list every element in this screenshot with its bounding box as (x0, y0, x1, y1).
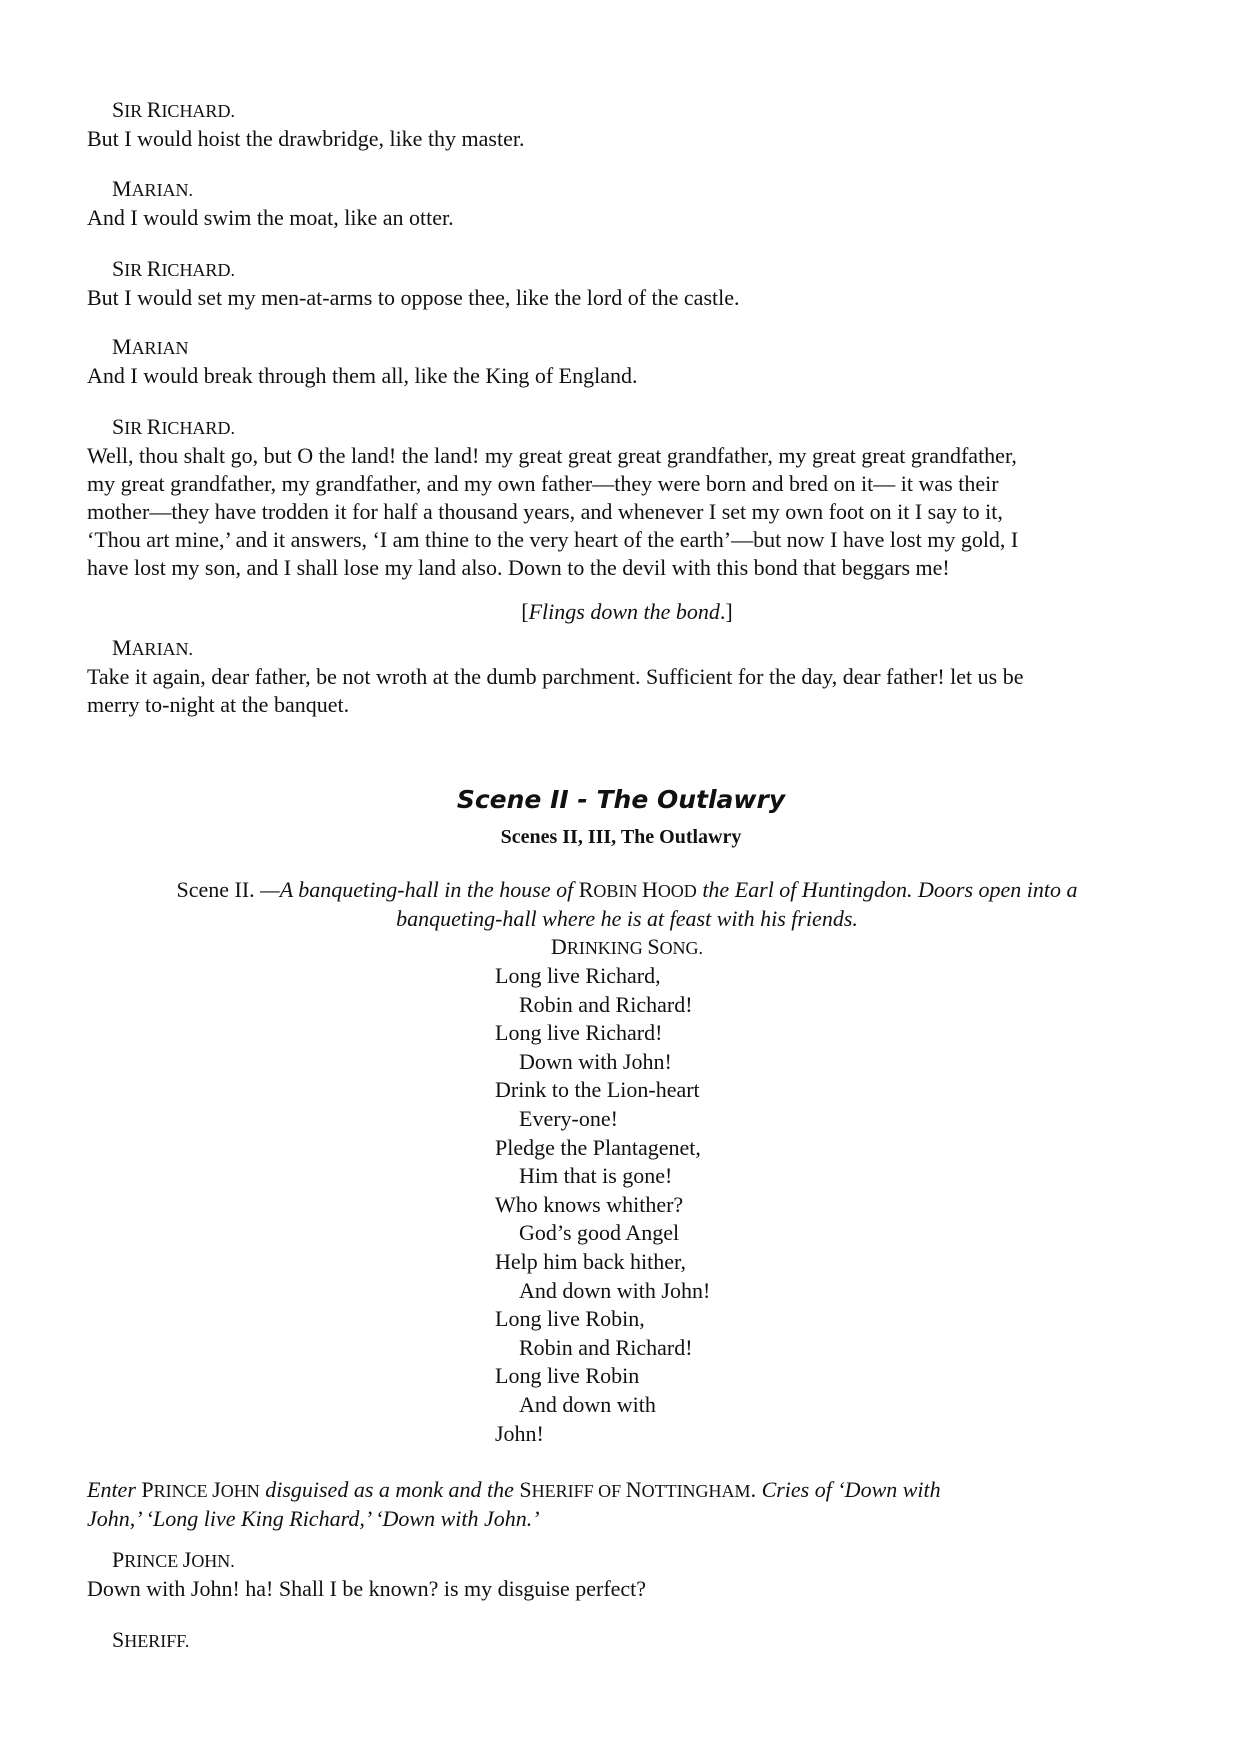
dialogue-line: mother—they have trodden it for half a thousand years, and whenever I set my own foot on it I say to it, (87, 499, 1003, 524)
speaker-prince-john: PRINCE JOHN. (112, 1547, 235, 1572)
song-line: Long live Richard! (495, 1020, 663, 1046)
song-line: Help him back hither, (495, 1248, 686, 1274)
song-line: Every-one! (519, 1105, 618, 1131)
song-line: Long live Richard, (495, 963, 661, 988)
scene-description-line: Scene II. —A banqueting-hall in the house of ROBIN HOOD the Earl of Huntingdon. Doors open into a (176, 877, 1078, 902)
stage-direction: [Flings down the bond.] (521, 599, 733, 624)
song-line: And down with John! (519, 1277, 711, 1303)
song-line: God’s good Angel (519, 1220, 680, 1246)
dialogue-line: Take it again, dear father, be not wroth at the dumb parchment. Sufficient for the day, dear father! let us be (87, 664, 1024, 689)
song-line: Long live Robin, (495, 1306, 645, 1332)
song-heading: DRINKING SONG. (550, 934, 704, 959)
stage-direction-line: Enter PRINCE JOHN disguised as a monk and the SHERIFF OF NOTTINGHAM. Cries of ‘Down with (87, 1477, 941, 1502)
dialogue-paragraph (87, 663, 1167, 719)
dialogue-paragraph (87, 442, 1167, 582)
song-line: Long live Robin (495, 1363, 640, 1389)
speaker-sir-richard: SIR RICHARD. (112, 414, 235, 439)
song-line: Drink to the Lion-heart (495, 1077, 700, 1103)
dialogue-line: Well, thou shalt go, but O the land! the land! my great great great grandfather, my great great grandfather, (87, 443, 1017, 468)
song-line: And down with (519, 1391, 656, 1417)
dialogue-line: But I would set my men-at-arms to oppose thee, like the lord of the castle. (87, 285, 740, 310)
dialogue-line: But I would hoist the drawbridge, like thy master. (87, 126, 525, 151)
speaker-sir-richard: SIR RICHARD. (112, 97, 235, 122)
dialogue-line: Down with John! ha! Shall I be known? is my disguise perfect? (87, 1576, 647, 1601)
scene-description (87, 876, 1167, 933)
dialogue-line: And I would break through them all, like the King of England. (87, 363, 638, 388)
scene-description-line: banqueting-hall where he is at feast with his friends. (396, 906, 858, 931)
scene-title: Scene II - The Outlawry (456, 785, 786, 814)
scene-subtitle: Scenes II, III, The Outlawry (500, 826, 742, 848)
dialogue-line: ‘Thou art mine,’ and it answers, ‘I am thine to the very heart of the earth’—but now I have lost my gold, I (87, 527, 1019, 552)
drinking-song (495, 962, 710, 1448)
song-line: Down with John! (519, 1048, 672, 1074)
speaker-marian: MARIAN. (112, 635, 194, 660)
dialogue-line: And I would swim the moat, like an otter. (87, 205, 454, 230)
stage-direction-line: John,’ ‘Long live King Richard,’ ‘Down with John.’ (87, 1506, 540, 1531)
song-line: Robin and Richard! (519, 991, 693, 1017)
speaker-sheriff: SHERIFF. (112, 1627, 190, 1652)
stage-direction (87, 1476, 1167, 1533)
speaker-marian: MARIAN. (112, 176, 194, 201)
speaker-sir-richard: SIR RICHARD. (112, 256, 235, 281)
dialogue-line: my great grandfather, my grandfather, and my own father—they were born and bred on it— it was their (87, 471, 999, 496)
speaker-marian: MARIAN (112, 334, 189, 359)
song-line: Who knows whither? (495, 1191, 684, 1217)
dialogue-line: have lost my son, and I shall lose my land also. Down to the devil with this bond that beggars me! (87, 555, 950, 580)
song-line: Robin and Richard! (519, 1334, 693, 1360)
song-line: Him that is gone! (519, 1163, 673, 1189)
song-line: Pledge the Plantagenet, (495, 1134, 701, 1160)
dialogue-line: merry to-night at the banquet. (87, 692, 350, 717)
song-line: John! (495, 1420, 544, 1446)
